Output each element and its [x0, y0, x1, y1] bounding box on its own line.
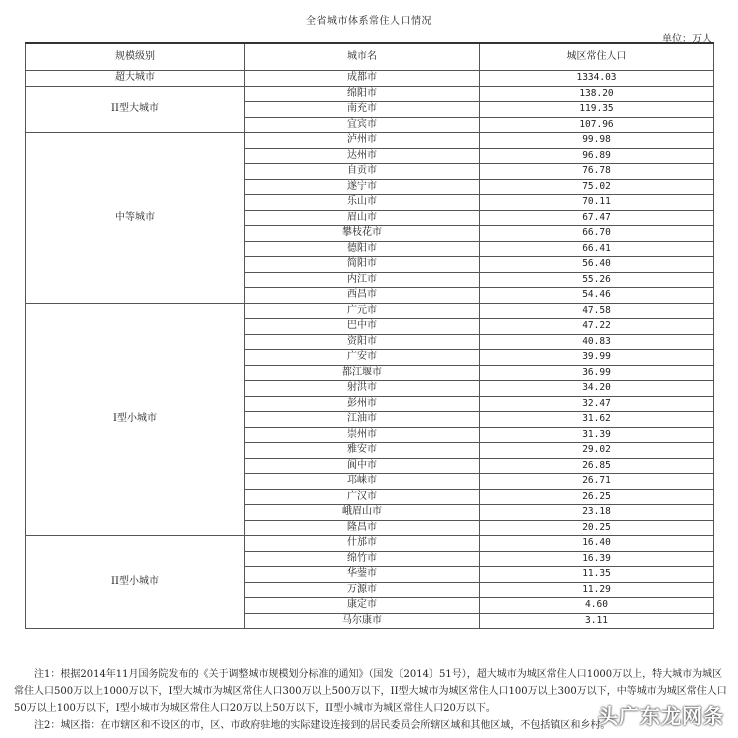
city-cell: 峨眉山市 [245, 505, 480, 521]
city-cell: 彭州市 [245, 396, 480, 412]
population-cell: 56.40 [480, 257, 714, 273]
city-cell: 德阳市 [245, 241, 480, 257]
unit-label: 单位：万人 [662, 34, 712, 45]
city-cell: 隆昌市 [245, 520, 480, 536]
watermark-logo: 头广东龙网条 [598, 704, 724, 728]
page-title: 全省城市体系常住人口情况 [306, 16, 432, 27]
city-cell: 都江堰市 [245, 365, 480, 381]
header-city: 城市名 [245, 43, 480, 71]
level-cell: I型小城市 [26, 303, 245, 536]
table-header-row [26, 43, 714, 71]
population-cell: 66.70 [480, 226, 714, 242]
population-cell: 11.35 [480, 567, 714, 583]
city-cell: 马尔康市 [245, 613, 480, 629]
city-cell: 西昌市 [245, 288, 480, 304]
city-cell: 宜宾市 [245, 117, 480, 133]
city-cell: 内江市 [245, 272, 480, 288]
level-cell: II型大城市 [26, 86, 245, 133]
population-cell: 29.02 [480, 443, 714, 459]
table-row [26, 303, 714, 319]
population-cell: 20.25 [480, 520, 714, 536]
population-cell: 70.11 [480, 195, 714, 211]
population-cell: 16.40 [480, 536, 714, 552]
city-cell: 乐山市 [245, 195, 480, 211]
population-cell: 26.71 [480, 474, 714, 490]
header-level: 规模级别 [26, 43, 245, 71]
level-cell: II型小城市 [26, 536, 245, 629]
city-cell: 遂宁市 [245, 179, 480, 195]
population-cell: 1334.03 [480, 71, 714, 87]
header-population: 城区常住人口 [480, 43, 714, 71]
population-cell: 54.46 [480, 288, 714, 304]
city-cell: 绵竹市 [245, 551, 480, 567]
level-cell: 中等城市 [26, 133, 245, 304]
population-cell: 99.98 [480, 133, 714, 149]
city-cell: 什邡市 [245, 536, 480, 552]
city-cell: 雅安市 [245, 443, 480, 459]
city-cell: 广安市 [245, 350, 480, 366]
population-cell: 47.22 [480, 319, 714, 335]
table-row [26, 71, 714, 87]
table-row [26, 536, 714, 552]
city-cell: 自贡市 [245, 164, 480, 180]
city-cell: 泸州市 [245, 133, 480, 149]
city-cell: 简阳市 [245, 257, 480, 273]
population-cell: 67.47 [480, 210, 714, 226]
population-cell: 23.18 [480, 505, 714, 521]
note-2: 注2：城区指：在市辖区和不设区的市，区、市政府驻地的实际建设连接到的居民委员会所辖区域和其他区域，不包括镇区和乡村。 [34, 720, 611, 731]
city-cell: 成都市 [245, 71, 480, 87]
city-cell: 邛崃市 [245, 474, 480, 490]
population-cell: 96.89 [480, 148, 714, 164]
population-cell: 34.20 [480, 381, 714, 397]
city-cell: 绵阳市 [245, 86, 480, 102]
population-cell: 75.02 [480, 179, 714, 195]
city-cell: 射洪市 [245, 381, 480, 397]
population-cell: 39.99 [480, 350, 714, 366]
city-cell: 阆中市 [245, 458, 480, 474]
table-row [26, 133, 714, 149]
city-cell: 攀枝花市 [245, 226, 480, 242]
population-cell: 31.39 [480, 427, 714, 443]
table-row [26, 86, 714, 102]
population-table [25, 42, 714, 629]
city-cell: 华蓥市 [245, 567, 480, 583]
city-cell: 达州市 [245, 148, 480, 164]
city-cell: 广元市 [245, 303, 480, 319]
population-cell: 55.26 [480, 272, 714, 288]
population-cell: 26.25 [480, 489, 714, 505]
population-cell: 26.85 [480, 458, 714, 474]
city-cell: 江油市 [245, 412, 480, 428]
population-cell: 66.41 [480, 241, 714, 257]
level-cell: 超大城市 [26, 71, 245, 87]
city-cell: 资阳市 [245, 334, 480, 350]
table-body [26, 71, 714, 629]
population-cell: 107.96 [480, 117, 714, 133]
population-cell: 138.20 [480, 86, 714, 102]
city-cell: 崇州市 [245, 427, 480, 443]
population-cell: 4.60 [480, 598, 714, 614]
city-cell: 眉山市 [245, 210, 480, 226]
population-cell: 31.62 [480, 412, 714, 428]
city-cell: 康定市 [245, 598, 480, 614]
population-cell: 16.39 [480, 551, 714, 567]
note-1: 注1：根据2014年11月国务院发布的《关于调整城市规模划分标准的通知》（国发〔2014〕51号），超大城市为城区常住人口1000万以上，特大城市为城区常住人口500万以上1000万以下，I型大城市为城区常住人口300万以上500万以下，II型大城市为城区常住人口100万以上300万以下，中等城市为城区常住人口50万以上100万以下，I型小城市为城区常住人口20万以上50万以下，II型小城市为城区常住人口20万以下。 [14, 669, 727, 714]
city-cell: 广汉市 [245, 489, 480, 505]
population-cell: 47.58 [480, 303, 714, 319]
population-cell: 32.47 [480, 396, 714, 412]
population-cell: 119.35 [480, 102, 714, 118]
population-cell: 40.83 [480, 334, 714, 350]
city-cell: 巴中市 [245, 319, 480, 335]
city-cell: 南充市 [245, 102, 480, 118]
population-cell: 3.11 [480, 613, 714, 629]
population-cell: 76.78 [480, 164, 714, 180]
population-cell: 11.29 [480, 582, 714, 598]
population-cell: 36.99 [480, 365, 714, 381]
city-cell: 万源市 [245, 582, 480, 598]
